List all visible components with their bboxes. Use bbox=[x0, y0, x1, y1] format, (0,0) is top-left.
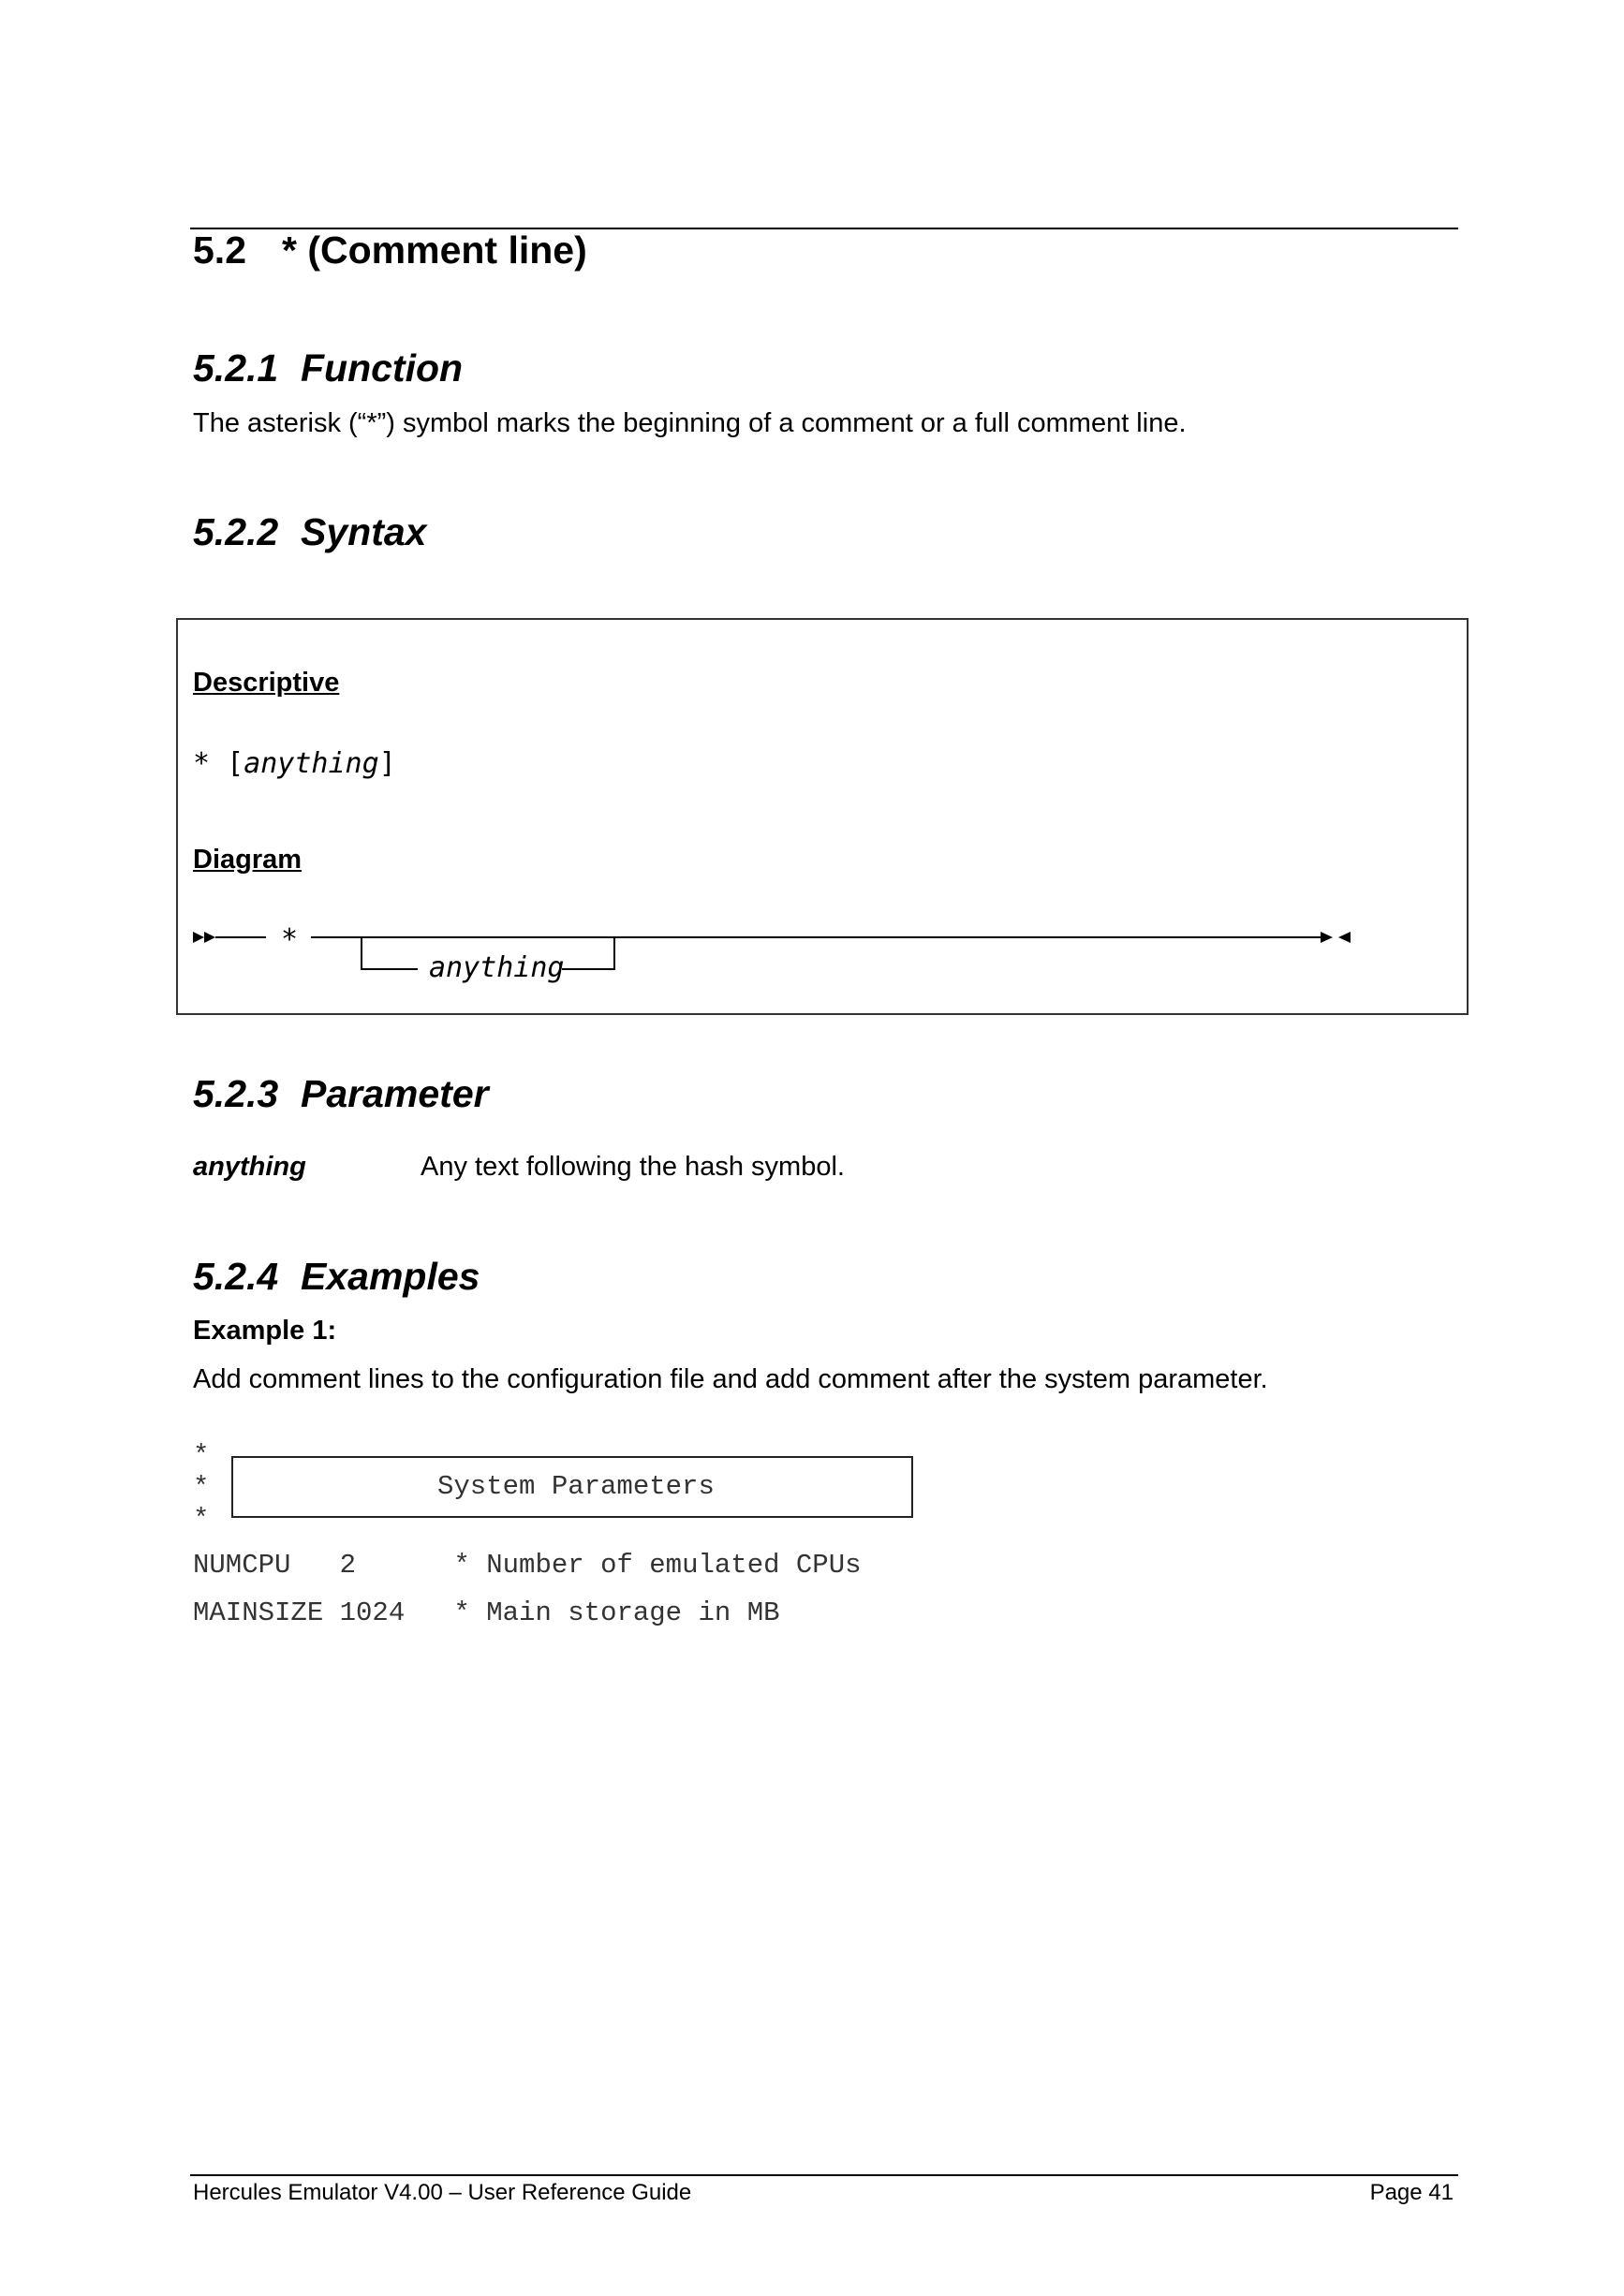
parameter-title: Parameter bbox=[301, 1072, 489, 1115]
example1-text: Add comment lines to the configuration file and add comment after the system parameter. bbox=[193, 1364, 1268, 1394]
descriptive-arg: anything bbox=[244, 747, 379, 780]
parameter-term: anything bbox=[193, 1152, 306, 1182]
section-number: 5.2 bbox=[193, 228, 246, 272]
section-heading bbox=[193, 228, 587, 272]
examples-title: Examples bbox=[301, 1255, 480, 1298]
syntax-box bbox=[176, 618, 1469, 1015]
example1-label: Example 1: bbox=[193, 1316, 337, 1346]
descriptive-syntax bbox=[193, 747, 396, 780]
descriptive-suffix: ] bbox=[378, 747, 396, 780]
parameter-description: Any text following the hash symbol. bbox=[421, 1152, 845, 1182]
function-title: Function bbox=[301, 346, 464, 390]
function-heading bbox=[193, 346, 463, 390]
comment-star-3: * bbox=[193, 1504, 210, 1535]
footer-title: Hercules Emulator V4.00 – User Reference Guide bbox=[193, 2180, 692, 2205]
examples-heading bbox=[193, 1255, 480, 1299]
parameter-number: 5.2.3 bbox=[193, 1072, 279, 1115]
section-title: * (Comment line) bbox=[282, 228, 587, 272]
syntax-heading bbox=[193, 510, 426, 554]
descriptive-prefix: * [ bbox=[193, 747, 244, 780]
comment-box-text: System Parameters bbox=[437, 1471, 715, 1502]
syntax-number: 5.2.2 bbox=[193, 510, 279, 553]
diagram-keyword: * bbox=[281, 923, 299, 956]
examples-number: 5.2.4 bbox=[193, 1255, 279, 1298]
comment-star-1: * bbox=[193, 1440, 210, 1471]
page-number: Page 41 bbox=[1369, 2180, 1454, 2205]
diagram-optional: anything bbox=[429, 951, 565, 984]
comment-star-2: * bbox=[193, 1472, 210, 1503]
function-number: 5.2.1 bbox=[193, 346, 279, 390]
code-line-2: MAINSIZE 1024 * Main storage in MB bbox=[193, 1597, 780, 1628]
syntax-title: Syntax bbox=[301, 510, 427, 553]
descriptive-label: Descriptive bbox=[193, 668, 340, 698]
function-text: The asterisk (“*”) symbol marks the beginning of a comment or a full comment line. bbox=[193, 408, 1187, 438]
parameter-heading bbox=[193, 1072, 489, 1116]
diagram-label: Diagram bbox=[193, 845, 303, 875]
code-line-1: NUMCPU 2 * Number of emulated CPUs bbox=[193, 1550, 862, 1581]
footer-rule bbox=[190, 2174, 1458, 2176]
